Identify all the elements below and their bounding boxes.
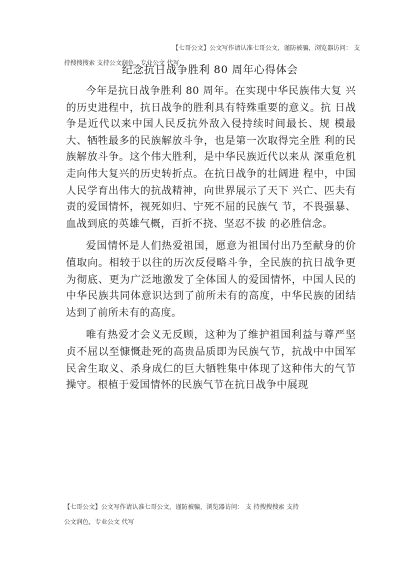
footer-line-2: 公文润色，专业公文 代写	[64, 519, 135, 526]
paragraph-3: 唯有热爱才会义无反顾，这种为了维护祖国利益与尊严坚贞不屈以至慷慨赴死的高贵品质即为民族气节，抗战中中国军民舍生取义、杀身成仁的巨大牺牲集中体现了这种伟大的气节操守。根植于爱国情怀的民族气节在抗日战争中展现	[66, 330, 356, 392]
header-line-1: 【七哥公文】公文写作请认准七哥公文，谨防被骗，浏览器访问： 支	[172, 45, 360, 52]
header-line-2: 持搜搜搜索 支持公文润色，专业公文 代写	[64, 60, 180, 67]
paragraph-2: 爱国情怀是人们热爱祖国，愿意为祖国付出乃至献身的价值取向。相较于以往的历次反侵略斗争，全民族的抗日战争更为彻底、更为广泛地激发了全体国人的爱国情怀，中国人民的中华民族共同体意识达到了前所未有的高度，中华民族的团结达到了前所未有的高度。	[66, 241, 356, 319]
paragraph-1: 今年是抗日战争胜利 80 周年。在实现中华民族伟大复 兴的历史进程中，抗日战争的胜利具有特殊重要的意义。抗 日战争是近代以来中国人民反抗外敌入侵持续时间最长、规 模最大、牺牲最多的民族解放斗争，也是第一次取得完全胜 利的民族解放斗争。这个伟大胜利，是中华民族近代以来从 深重危机走向伟大复兴的历史转折点。在抗日战争的壮阔进 程中，中国人民学育出伟大的抗战精神，向世界展示了天下 兴亡、匹夫有责的爱国情怀，视死如归、宁死不屈的民族气 节，不畏强暴、血战到底的英雄气概，百折不挠、坚忍不拔 的必胜信念。	[66, 86, 356, 230]
footer-line-1: 【七哥公文】公文写作请认准七哥公文，谨防被骗，浏览器访问： 支 持搜搜搜索 支持	[64, 504, 299, 511]
document-body	[66, 84, 356, 401]
document-title: 纪念抗日战争胜利 80 周年心得体会	[121, 64, 299, 76]
page-footer	[60, 500, 360, 530]
